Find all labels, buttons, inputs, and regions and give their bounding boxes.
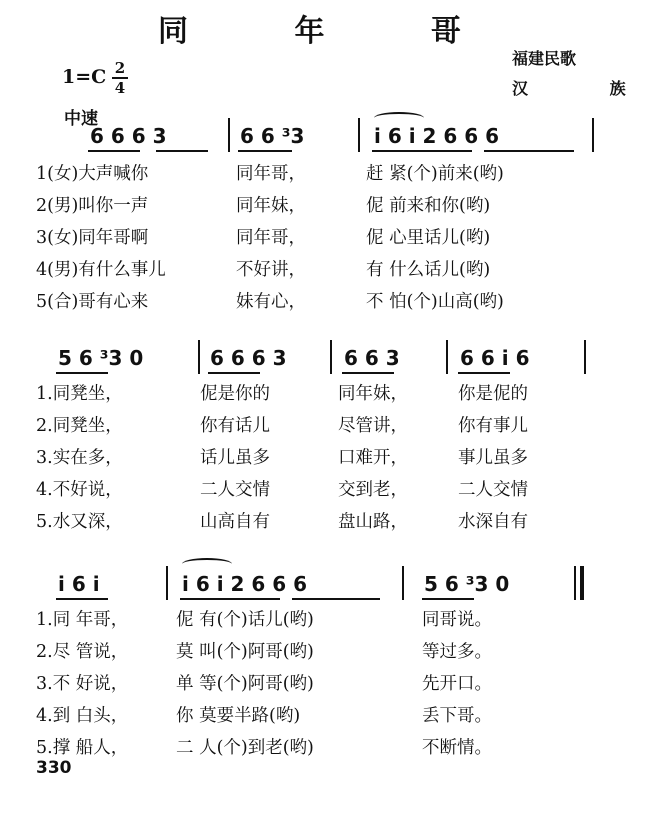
final-barline-thin [574, 566, 576, 600]
lyric: 先开口。 [422, 674, 492, 694]
beam [56, 372, 108, 374]
lyric: 你有事儿 [458, 416, 528, 436]
song-ethnicity: 汉 族 [512, 79, 664, 98]
lyric: 3.实在多， [36, 448, 123, 468]
measure-3-1: i 6 i [58, 572, 100, 596]
lyric: 不好讲， [236, 260, 306, 280]
measure-1-2: 6 6 ³3 [240, 124, 305, 148]
barline [166, 566, 168, 600]
beam [88, 150, 140, 152]
beam [342, 372, 394, 374]
song-origin: 福建民歌 [512, 49, 577, 68]
beam [372, 150, 472, 152]
lyric: 赶 紧(个)前来(哟) [366, 164, 504, 184]
beam [484, 150, 574, 152]
lyric: 伲 前来和你(哟) [366, 196, 491, 216]
beam [208, 372, 260, 374]
lyric: 莫 叫(个)阿哥(哟) [176, 642, 314, 662]
lyric: 4.不好说， [36, 480, 123, 500]
time-signature [112, 60, 128, 96]
lyric: 二人交情 [200, 480, 270, 500]
slur [182, 558, 232, 570]
lyric: 你 莫要半路(哟) [176, 706, 301, 726]
measure-2-2: 6 6 6 3 [210, 346, 287, 370]
slur [374, 112, 424, 124]
measure-2-1: 5 6 ³3 0 [58, 346, 144, 370]
lyric: 1.同凳坐， [36, 384, 123, 404]
lyric: 山高自有 [200, 512, 270, 532]
lyric: 同年妹， [236, 196, 306, 216]
lyric: 妹有心， [236, 292, 306, 312]
time-signature-top: 2 [114, 59, 126, 77]
beam [238, 150, 292, 152]
lyric: 有 什么话儿(哟) [366, 260, 491, 280]
time-signature-bottom: 4 [114, 79, 126, 97]
lyric: 1(女)大声喊你 [36, 164, 149, 184]
barline [446, 340, 448, 374]
lyric: 水深自有 [458, 512, 528, 532]
lyric: 2.尽 管说， [36, 642, 129, 662]
lyric: 你是伲的 [458, 384, 528, 404]
barline [402, 566, 404, 600]
tempo-marking: 中速 [64, 109, 98, 129]
lyric: 1.同 年哥， [36, 610, 129, 630]
lyric: 事儿虽多 [458, 448, 528, 468]
measure-1-3: i 6 i 2 6 6 6 [374, 124, 500, 148]
barline [584, 340, 586, 374]
lyric: 5(合)哥有心来 [36, 292, 149, 312]
lyric: 伲是你的 [200, 384, 270, 404]
beam [156, 150, 208, 152]
barline [198, 340, 200, 374]
measure-2-3: 6 6 3 [344, 346, 400, 370]
lyric: 不断情。 [422, 738, 492, 758]
lyric: 二人交情 [458, 480, 528, 500]
barline [592, 118, 594, 152]
measure-3-2: i 6 i 2 6 6 6 [182, 572, 308, 596]
lyric: 同年哥， [236, 228, 306, 248]
lyric: 尽管讲， [338, 416, 408, 436]
lyric: 4(男)有什么事儿 [36, 260, 166, 280]
beam [56, 598, 108, 600]
lyric: 丢下哥。 [422, 706, 492, 726]
lyric: 5.水又深， [36, 512, 123, 532]
beam [292, 598, 380, 600]
final-barline-thick [580, 566, 584, 600]
barline [330, 340, 332, 374]
barline [228, 118, 230, 152]
lyric: 2(男)叫你一声 [36, 196, 149, 216]
lyric: 等过多。 [422, 642, 492, 662]
lyric: 口难开， [338, 448, 408, 468]
lyric: 3.不 好说， [36, 674, 129, 694]
beam [422, 598, 474, 600]
lyric: 同年妹， [338, 384, 408, 404]
lyric: 3(女)同年哥啊 [36, 228, 149, 248]
beam [458, 372, 510, 374]
lyric: 2.同凳坐， [36, 416, 123, 436]
lyric: 同哥说。 [422, 610, 492, 630]
lyric: 交到老， [338, 480, 408, 500]
lyric: 5.撑 船人， [36, 738, 129, 758]
measure-1-1: 6 6 6 3 [90, 124, 167, 148]
lyric: 不 怕(个)山高(哟) [366, 292, 504, 312]
lyric: 你有话儿 [200, 416, 270, 436]
song-title: 同 年 哥 [158, 14, 509, 49]
measure-2-4: 6 6 i 6 [460, 346, 530, 370]
measure-3-3: 5 6 ³3 0 [424, 572, 510, 596]
page-number: 330 [36, 758, 72, 778]
lyric: 盘山路， [338, 512, 408, 532]
lyric: 4.到 白头， [36, 706, 129, 726]
lyric: 伲 有(个)话儿(哟) [176, 610, 314, 630]
lyric: 伲 心里话儿(哟) [366, 228, 491, 248]
lyric: 同年哥， [236, 164, 306, 184]
lyric: 二 人(个)到老(哟) [176, 738, 314, 758]
barline [358, 118, 360, 152]
lyric: 话儿虽多 [200, 448, 270, 468]
key-signature: 1=C [62, 66, 107, 88]
lyric: 单 等(个)阿哥(哟) [176, 674, 314, 694]
beam [180, 598, 280, 600]
